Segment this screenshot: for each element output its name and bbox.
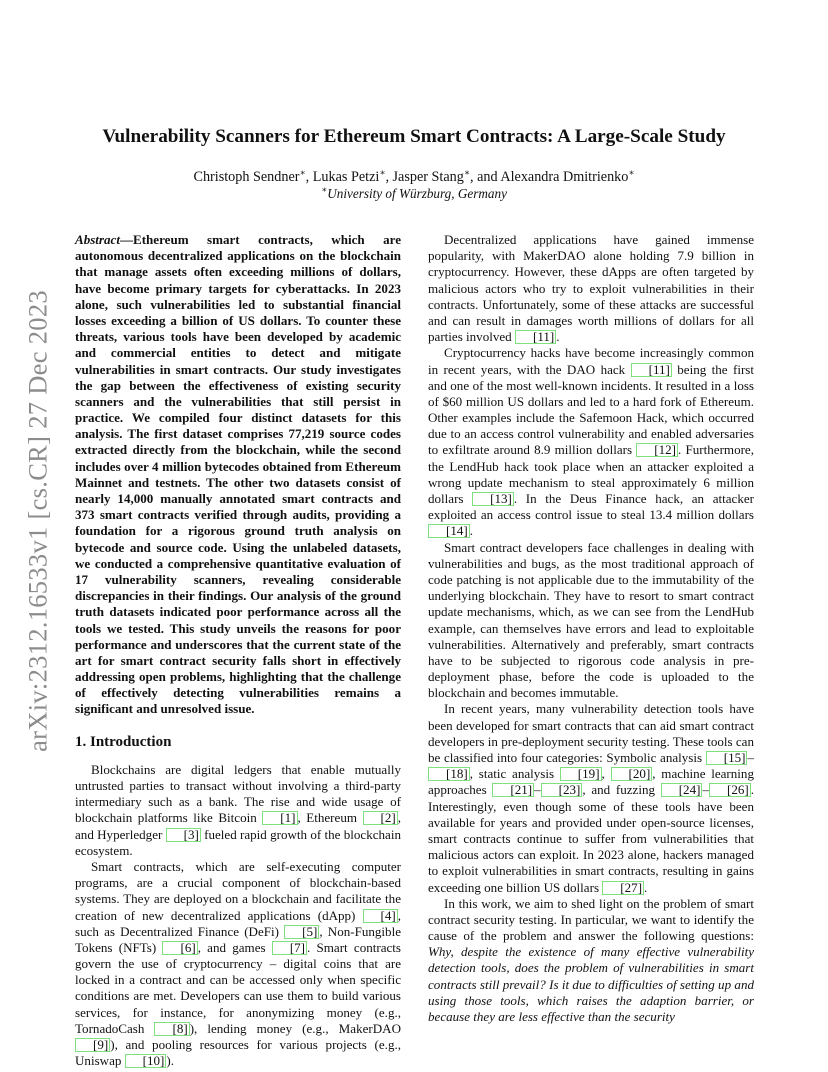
affiliation (0, 186, 828, 202)
text-run: . Interestingly, even though some of these tools have been available for years and provided under open-source licenses, smart contracts continue to suffer from vulnerabilities that malicious actors can exploit. In 2023 alone, hackers managed to exploit vulnerabilities in smart contracts, resulting in gains exceeding one billion US dollars (428, 782, 754, 895)
citation-link[interactable]: [7] (272, 941, 307, 955)
citation-link[interactable]: [14] (428, 524, 470, 538)
citation-link[interactable]: [3] (166, 828, 201, 842)
text-run: . (644, 879, 648, 895)
citation-link[interactable]: [4] (363, 909, 398, 923)
text-run: ). (166, 1053, 175, 1069)
citation-link[interactable]: [11] (515, 330, 556, 344)
body-paragraph (75, 859, 401, 1069)
author-separator: , and (469, 169, 501, 185)
text-run: ), lending money (e.g., MakerDAO (189, 1020, 401, 1036)
citation-link[interactable]: [12] (636, 443, 678, 457)
citation-link[interactable]: [27] (602, 881, 644, 895)
left-paragraphs (75, 762, 401, 1070)
text-run: . (556, 329, 560, 345)
abstract-label: Abstract (75, 232, 120, 247)
body-paragraph (428, 232, 754, 345)
text-run: , and games (197, 939, 272, 955)
text-run: Decentralized applications have gained immense popularity, with MakerDAO alone holding 7.9 billion in cryptocurrency. However, these dApps are often targeted by malicious actors who try to exploit vulnerabilities in their contracts. Unfortunately, some of these attacks are successful and can result in damages worth millions of dollars for all parties involved (428, 232, 754, 345)
text-run: . Furthermore, the LendHub hack took place when an attacker exploited a wrong update mechanism to steal approximately 6 million dollars (428, 442, 754, 506)
right-paragraphs (428, 232, 754, 1025)
abstract (75, 232, 401, 718)
citation-link[interactable]: [21] (492, 783, 534, 797)
author-mark: ∗ (299, 167, 306, 178)
author-name: Alexandra Dmitrienko (500, 169, 629, 185)
body-paragraph (428, 345, 754, 539)
abstract-text: —Ethereum smart contracts, which are autonomous decentralized applications on the blockchain that manage assets often exceeding millions of dollars, have become primary targets for cyberattacks. In 2023 alone, such vulnerabilities led to substantial financial losses exceeding a billion of US dollars. To counter these threats, various tools have been developed by academic and commercial entities to detect and mitigate vulnerabilities in smart contracts. Our study investigates the gap between the effectiveness of existing security scanners and the vulnerabilities that still persist in practice. We compiled four distinct datasets for this analysis. The first dataset comprises 77,219 source codes extracted directly from the blockchain, while the second includes over 4 million bytecodes obtained from Ethereum Mainnet and testnets. The other two datasets consist of nearly 14,000 manually annotated smart contracts and 373 smart contracts verified through audits, providing a foundation for a rigorous ground truth analysis on bytecode and source code. Using the unlabeled datasets, we conducted a comprehensive quantitative evaluation of 17 vulnerability scanners, revealing considerable discrepancies in their findings. Our analysis of the ground truth datasets indicated poor performance across all the tools we tested. This study unveils the reasons for poor performance and underscores that the current state of the art for smart contract security falls short in effectively addressing open problems, highlighting that the challenge of effectively detecting vulnerabilities remains a significant and unresolved issue. (75, 232, 401, 717)
citation-link[interactable]: [8] (154, 1022, 189, 1036)
author-mark: ∗ (379, 167, 386, 178)
text-run: , Non-Fungible Tokens (NFTs) (75, 923, 401, 955)
text-run: – (534, 782, 541, 798)
citation-link[interactable]: [1] (262, 811, 297, 825)
text-run: Smart contracts, which are self-executing computer programs, are a crucial component of blockchain-based systems. They are deployed on a blockchain and facilitate the creation of new decentralized applications (dApp) (75, 858, 401, 923)
citation-link[interactable]: [24] (661, 783, 703, 797)
arxiv-stamp: arXiv:2312.16533v1 [cs.CR] 27 Dec 2023 (22, 290, 53, 752)
body-paragraph (75, 762, 401, 859)
text-run: – (747, 750, 754, 765)
text-run: , static analysis (469, 766, 560, 782)
text-run: , machine learning approaches (428, 766, 754, 798)
text-run: Smart contract developers face challenges in dealing with vulnerabilities and bugs, as the most traditional approach of code patching is not applicable due to the immutability of the underlying blockchain. They have to resort to smart contract update mechanisms, which, as we can see from the LendHub example, can themselves have errors and lead to exploitable vulnerabilities. Alternatively and preferably, smart contracts have to be subjected to rigorous code analysis in pre-deployment phase, before the code is uploaded to the blockchain and becomes immutable. (428, 539, 754, 701)
paper-title: Vulnerability Scanners for Ethereum Smart Contracts: A Large-Scale Study (102, 126, 726, 147)
citation-link[interactable]: [10] (125, 1054, 167, 1068)
text-run: being the first and one of the most well-known incidents. It resulted in a loss of $60 million US dollars and led to a hard fork of Ethereum. Other examples include the Safemoon Hack, which occurred due to an access control vulnerability and enabled adversaries to exfiltrate around 8.9 million dollars (428, 361, 754, 458)
author-name: Christoph Sendner (193, 169, 300, 185)
text-run: , Ethereum (297, 810, 363, 826)
citation-link[interactable]: [18] (428, 767, 470, 781)
author-separator: , (385, 169, 393, 185)
text-run: , (601, 766, 611, 782)
citation-link[interactable]: [26] (709, 783, 751, 797)
text-run: Blockchains are digital ledgers that enable mutually untrusted parties to transact without involving a third-party intermediary such as a bank. The rise and wide usage of blockchain platforms like Bitcoin (75, 761, 401, 826)
citation-link[interactable]: [13] (472, 492, 514, 506)
author-mark: ∗ (463, 167, 470, 178)
text-run: . Smart contracts govern the use of cryptocurrency – digital coins that are locked in a contract and can be accessed only when specific conditions are met. Developers can use them to build various services, for instance, for anonymizing money (e.g., TornadoCash (75, 939, 402, 1036)
citation-link[interactable]: [19] (560, 767, 602, 781)
emphasized-text: Why, despite the existence of many effective vulnerability detection tools, does the problem of vulnerabilities in smart contracts still prevail? Is it due to difficulties of setting up and using those tools, which raises the adaption barrier, or because they are less effective than the security (428, 944, 754, 1024)
text-run: . (469, 523, 474, 539)
text-run: In recent years, many vulnerability detection tools have been developed for smart contracts that can aid smart contract developers in pre-deployment security testing. These tools can be classified into four categories: Symbolic analysis (428, 701, 754, 765)
body-paragraph (428, 896, 754, 1026)
citation-link[interactable]: [9] (75, 1038, 110, 1052)
author-name: Lukas Petzi (312, 169, 380, 185)
affiliation-mark: ∗ (321, 184, 328, 195)
affiliation-text: University of Würzburg, Germany (327, 186, 507, 201)
text-run: , and Hyperledger (75, 810, 401, 842)
body-paragraph (428, 701, 754, 895)
text-run: ), and pooling resources for various projects (e.g., Uniswap (75, 1037, 401, 1069)
left-column (75, 232, 401, 1069)
citation-link[interactable]: [2] (363, 811, 398, 825)
citation-link[interactable]: [23] (541, 783, 583, 797)
text-run: – (702, 782, 709, 798)
citation-link[interactable]: [6] (162, 941, 197, 955)
section-heading-introduction: 1. Introduction (75, 733, 172, 750)
right-column (428, 232, 754, 1025)
citation-link[interactable]: [20] (611, 767, 653, 781)
body-paragraph (428, 540, 754, 702)
text-run: In this work, we aim to shed light on the problem of smart contract security testing. In particular, we want to identify the cause of the problem and answer the following questions: (428, 895, 754, 944)
text-run: , such as Decentralized Finance (DeFi) (75, 907, 401, 939)
text-run: fueled rapid growth of the blockchain ecosystem. (75, 826, 401, 858)
author-name: Jasper Stang (392, 169, 464, 185)
author-separator: , (305, 169, 313, 185)
citation-link[interactable]: [11] (631, 363, 672, 377)
text-run: Cryptocurrency hacks have become increasingly common in recent years, with the DAO hack (428, 345, 754, 377)
citation-link[interactable]: [5] (284, 925, 319, 939)
text-run: , and fuzzing (582, 782, 661, 798)
citation-link[interactable]: [15] (706, 751, 748, 765)
author-list (0, 169, 828, 186)
text-run: . In the Deus Finance hack, an attacker exploited an access control issue to steal 13.4 million dollars (428, 491, 754, 523)
author-mark: ∗ (628, 167, 635, 178)
